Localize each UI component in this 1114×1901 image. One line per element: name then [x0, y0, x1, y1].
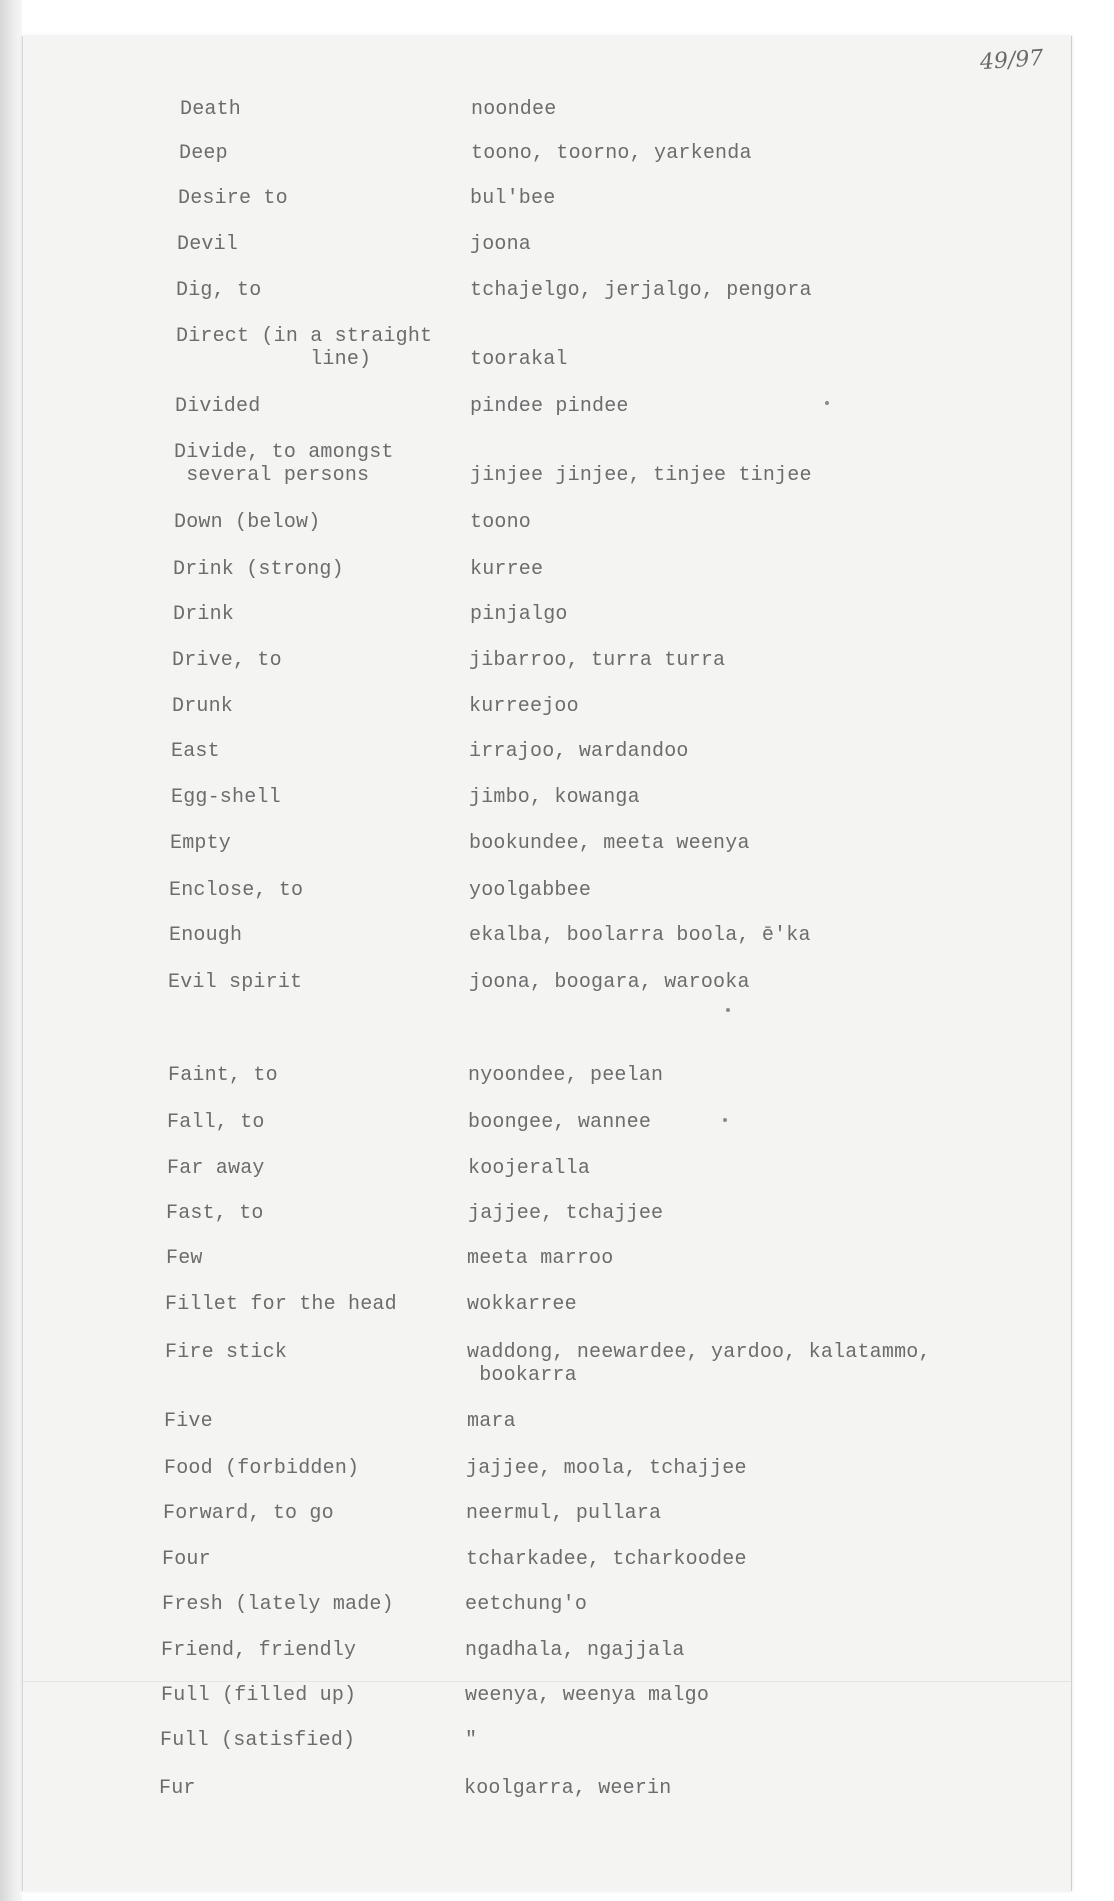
ink-speck — [726, 1008, 730, 1012]
english-term: Few — [166, 1247, 203, 1270]
native-gloss: bookundee, meeta weenya — [469, 832, 750, 855]
english-term: Fire stick — [165, 1341, 288, 1364]
english-term: Enclose, to — [169, 879, 304, 902]
native-gloss: yoolgabbee — [469, 879, 592, 902]
english-term: Friend, friendly — [161, 1639, 357, 1662]
english-term: Devil — [177, 233, 239, 256]
typewritten-sheet — [22, 36, 1072, 1891]
english-term: Divided — [175, 395, 261, 418]
english-term: Enough — [169, 924, 243, 947]
english-term: Death — [180, 98, 242, 121]
native-gloss: jinjee jinjee, tinjee tinjee — [470, 464, 812, 487]
native-gloss: wokkarree — [467, 1293, 577, 1316]
native-gloss: " — [465, 1729, 478, 1752]
english-term: Drive, to — [172, 649, 282, 672]
native-gloss: jibarroo, turra turra — [469, 649, 726, 672]
native-gloss: koolgarra, weerin — [464, 1777, 672, 1800]
native-gloss: kurreejoo — [469, 695, 579, 718]
english-term: Faint, to — [168, 1064, 278, 1087]
native-gloss: tchajelgo, jerjalgo, pengora — [470, 279, 812, 302]
native-gloss: nyoondee, peelan — [468, 1064, 664, 1087]
native-gloss: pindee pindee — [470, 395, 629, 418]
english-term: Desire to — [178, 187, 288, 210]
native-gloss: bul'bee — [470, 187, 556, 210]
native-gloss: neermul, pullara — [466, 1502, 662, 1525]
native-gloss: toono — [470, 511, 532, 534]
page-number: 49/97 — [978, 45, 1044, 76]
english-term: Drink — [173, 603, 235, 626]
english-term: Fresh (lately made) — [162, 1593, 394, 1616]
ink-speck — [825, 401, 829, 405]
native-gloss: noondee — [471, 98, 557, 121]
native-gloss: jajjee, moola, tchajjee — [466, 1457, 747, 1480]
native-gloss: joona — [470, 233, 532, 256]
english-term: Egg-shell — [171, 786, 281, 809]
english-term: Fast, to — [166, 1202, 264, 1225]
english-term: Four — [162, 1548, 211, 1571]
english-term: Empty — [170, 832, 232, 855]
native-gloss: mara — [467, 1410, 516, 1433]
english-term: Drink (strong) — [173, 558, 344, 581]
native-gloss: weenya, weenya malgo — [465, 1684, 710, 1707]
native-gloss: boongee, wannee — [468, 1111, 652, 1134]
native-gloss: toono, toorno, yarkenda — [471, 142, 752, 165]
english-term: Drunk — [172, 695, 234, 718]
english-term: Down (below) — [174, 511, 321, 534]
english-term: Fur — [159, 1777, 196, 1800]
native-gloss: meeta marroo — [467, 1247, 614, 1270]
english-term: Food (forbidden) — [164, 1457, 360, 1480]
english-term: Evil spirit — [168, 971, 303, 994]
native-gloss: ngadhala, ngajjala — [465, 1639, 685, 1662]
native-gloss: tcharkadee, tcharkoodee — [466, 1548, 747, 1571]
english-term: Deep — [179, 142, 228, 165]
english-term: Fall, to — [167, 1111, 265, 1134]
native-gloss: eetchung'o — [465, 1593, 588, 1616]
english-term: Forward, to go — [163, 1502, 334, 1525]
native-gloss: koojeralla — [468, 1157, 591, 1180]
english-term: Dig, to — [176, 279, 262, 302]
native-gloss: waddong, neewardee, yardoo, kalatammo, bookarra — [467, 1341, 931, 1387]
english-term: East — [171, 740, 220, 763]
native-gloss: joona, boogara, warooka — [469, 971, 750, 994]
english-term: Five — [164, 1410, 213, 1433]
ink-speck — [723, 1118, 727, 1122]
english-term: Fillet for the head — [165, 1293, 397, 1316]
native-gloss: irrajoo, wardandoo — [469, 740, 689, 763]
native-gloss: jajjee, tchajjee — [468, 1202, 664, 1225]
english-term: Direct (in a straight line) — [176, 325, 433, 371]
native-gloss: ekalba, boolarra boola, ē'ka — [469, 924, 811, 947]
english-term: Far away — [167, 1157, 265, 1180]
native-gloss: jimbo, kowanga — [469, 786, 640, 809]
english-term: Divide, to amongst several persons — [174, 441, 394, 487]
english-term: Full (satisfied) — [160, 1729, 356, 1752]
native-gloss: toorakal — [470, 348, 568, 371]
native-gloss: kurree — [470, 558, 544, 581]
native-gloss: pinjalgo — [470, 603, 568, 626]
english-term: Full (filled up) — [161, 1684, 357, 1707]
scanner-edge — [0, 0, 22, 1901]
